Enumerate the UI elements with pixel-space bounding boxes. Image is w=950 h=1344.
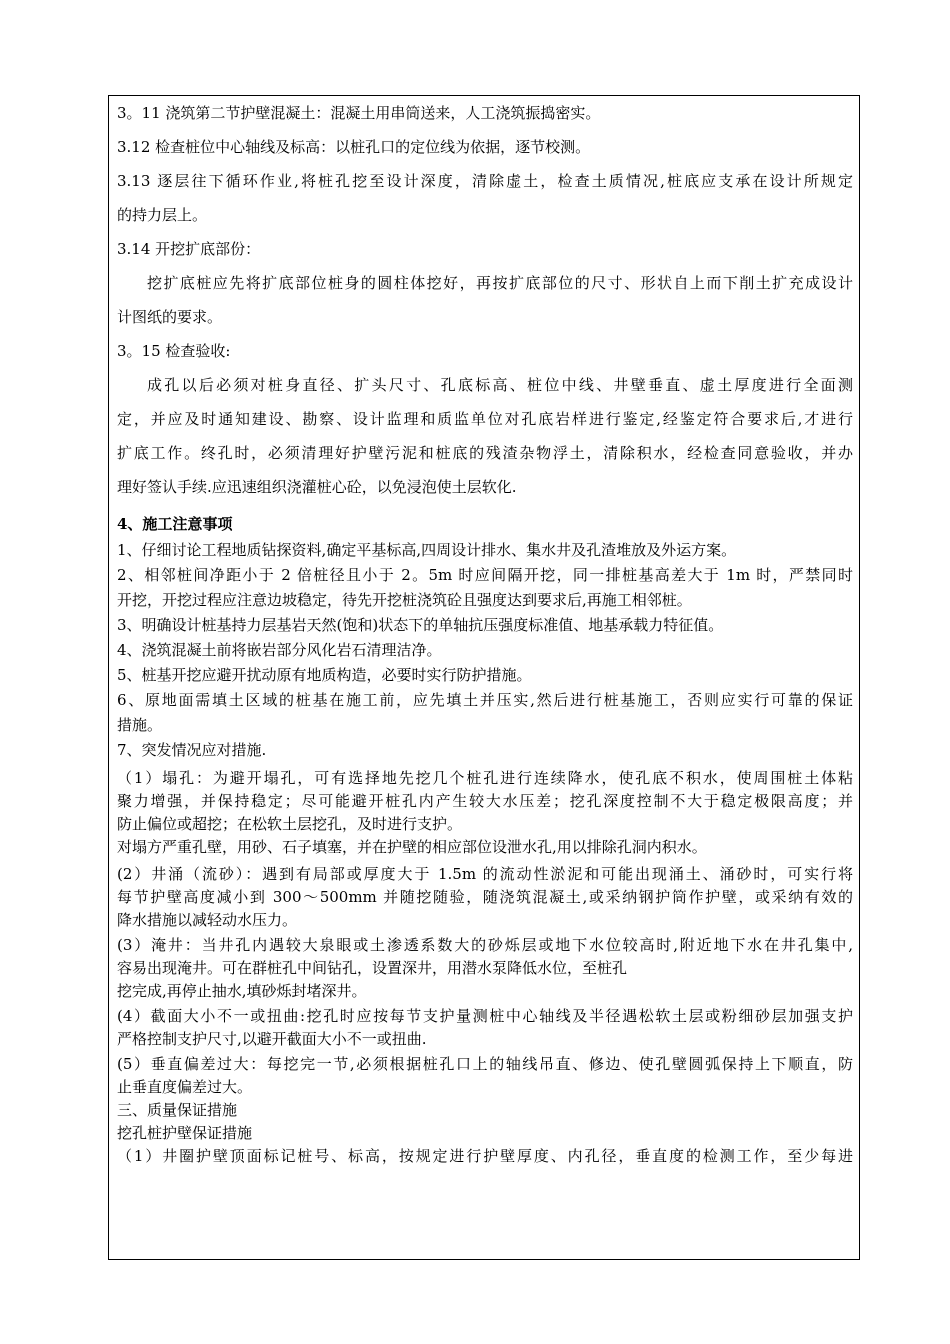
notice-4: 4、浇筑混凝土前将嵌岩部分风化岩石清理洁净。 xyxy=(117,641,442,659)
section4-block xyxy=(117,538,853,763)
measure-1-line3: 防止偏位或超挖；在松软土层挖孔，及时进行支护。 xyxy=(117,815,463,833)
measure-5-line2: 止垂直度偏差过大。 xyxy=(117,1078,253,1096)
measure-1-line1: （1）塌孔：为避开塌孔，可有选择地先挖几个桩孔进行连续降水，使孔底不积水，使周围桩土体粘 xyxy=(117,769,853,787)
notice-5: 5、桩基开挖应避开扰动原有地质构造，必要时实行防护措施。 xyxy=(117,666,532,684)
quality-item-1: （1）井圈护壁顶面标记桩号、标高，按规定进行护壁厚度、内孔径，垂直度的检测工作，至少每进 xyxy=(117,1147,853,1165)
paragraph-3-15-line3: 扩底工作。终孔时，必须清理好护壁污泥和桩底的残渣杂物浮土，清除积水，经检查同意验收，并办 xyxy=(117,444,853,462)
measure-1-line2: 聚力增强，并保持稳定；尽可能避开桩孔内产生较大水压差；挖孔深度控制不大于稳定极限高度；并 xyxy=(117,792,853,810)
quality-subheading: 挖孔桩护壁保证措施 xyxy=(117,1124,253,1142)
document-table-cell xyxy=(108,95,860,1260)
measure-2-line3: 降水措施以减轻动水压力。 xyxy=(117,911,298,929)
section3-block xyxy=(117,96,853,504)
notice-6: 6、原地面需填土区域的桩基在施工前，应先填土并压实,然后进行桩基施工，否则应实行可靠的保证 xyxy=(117,691,853,709)
measure-3-line2: 容易出现淹井。可在群桩孔中间钻孔，设置深井，用潜水泵降低水位，至桩孔 xyxy=(117,959,628,977)
quality-heading: 三、质量保证措施 xyxy=(117,1101,238,1119)
measure-4-line2: 严格控制支护尺寸,以避开截面大小不一或扭曲. xyxy=(117,1030,427,1048)
notice-2-cont: 开挖，开挖过程应注意边坡稳定，待先开挖桩浇筑砼且强度达到要求后,再施工相邻桩。 xyxy=(117,591,692,609)
paragraph-3-15-body: 成孔以后必须对桩身直径、扩头尺寸、孔底标高、桩位中线、井壁垂直、虚土厚度进行全面测 xyxy=(147,376,853,394)
measure-2-line1: (2）井涌（流砂）：遇到有局部或厚度大于 1.5m 的流动性淤泥和可能出现涌土、涌砂时，可实行将 xyxy=(117,865,853,883)
measures-block xyxy=(117,767,853,1168)
notice-3: 3、明确设计桩基持力层基岩天然(饱和)状态下的单轴抗压强度标准值、地基承载力特征值。 xyxy=(117,616,724,634)
paragraph-3-13-cont: 的持力层上。 xyxy=(117,206,208,224)
paragraph-3-14-body: 挖扩底桩应先将扩底部位桩身的圆柱体挖好，再按扩底部位的尺寸、形状自上而下削土扩充成设计 xyxy=(147,274,853,292)
section4-heading: 4、施工注意事项 xyxy=(117,515,233,533)
paragraph-3-14: 3.14 开挖扩底部份： xyxy=(117,240,261,258)
paragraph-3-13: 3.13 逐层往下循环作业,将桩孔挖至设计深度，清除虚土，检查土质情况,桩底应支承在设计所规定 xyxy=(117,172,853,190)
measure-3-line1: (3）淹井：当井孔内遇较大泉眼或土渗透系数大的砂烁层或地下水位较高时,附近地下水在井孔集中, xyxy=(117,936,853,954)
notice-7: 7、突发情况应对措施. xyxy=(117,741,267,759)
notice-1: 1、仔细讨论工程地质钻探资料,确定平基标高,四周设计排水、集水井及孔渣堆放及外运方案。 xyxy=(117,541,737,559)
notice-2: 2、相邻桩间净距小于 2 倍桩径且小于 2。5m 时应间隔开挖，同一排桩基高差大于 1m 时，严禁同时 xyxy=(117,566,853,584)
paragraph-3-15-line4: 理好签认手续.应迅速组织浇灌桩心砼，以免浸泡使土层软化. xyxy=(117,478,517,496)
paragraph-3-14-cont: 计图纸的要求。 xyxy=(117,308,223,326)
measure-5-line1: (5）垂直偏差过大：每挖完一节,必须根据桩孔口上的轴线吊直、修边、使孔壁圆弧保持上下顺直，防 xyxy=(117,1055,853,1073)
measure-4-line1: (4）截面大小不一或扭曲:挖孔时应按每节支护量测桩中心轴线及半径遇松软土层或粉细砂层加强支护 xyxy=(117,1007,853,1025)
paragraph-3-11: 3。11 浇筑第二节护壁混凝土：混凝土用串筒送来，人工浇筑振捣密实。 xyxy=(117,104,601,122)
measure-3-line3: 挖完成,再停止抽水,填砂烁封堵深井。 xyxy=(117,982,367,1000)
paragraph-3-15-line2: 定，并应及时通知建设、勘察、设计监理和质监单位对孔底岩样进行鉴定,经鉴定符合要求后,才进行 xyxy=(117,410,853,428)
paragraph-3-15: 3。15 检查验收: xyxy=(117,342,231,360)
notice-6-cont: 措施。 xyxy=(117,716,163,734)
measure-1-line4: 对塌方严重孔壁，用砂、石子填塞，并在护壁的相应部位设泄水孔,用以排除孔洞内积水。 xyxy=(117,838,707,856)
measure-2-line2: 每节护壁高度减小到 300～500mm 并随挖随验，随浇筑混凝土,或采纳钢护筒作护壁，或采纳有效的 xyxy=(117,888,853,906)
paragraph-3-12: 3.12 检查桩位中心轴线及标高：以桩孔口的定位线为依据，逐节校测。 xyxy=(117,138,591,156)
document-content xyxy=(117,96,853,1168)
